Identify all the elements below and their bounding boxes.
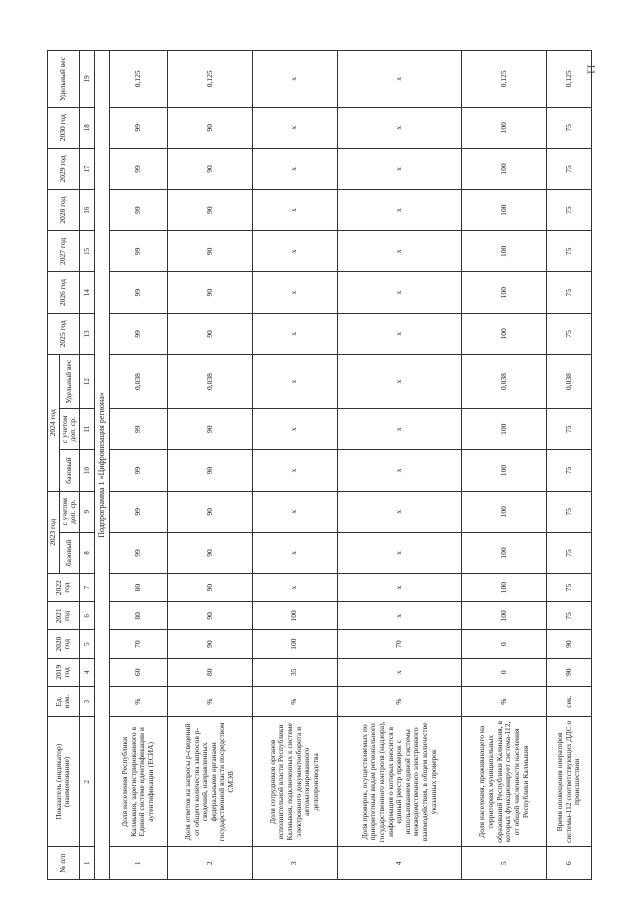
value-cell: 90 xyxy=(167,313,252,354)
column-number: 3 xyxy=(79,686,94,716)
value-cell: 0,125 xyxy=(109,51,167,108)
column-number: 11 xyxy=(79,409,94,450)
value-cell: 99 xyxy=(109,272,167,313)
value-cell: x xyxy=(252,313,337,354)
column-number: 1 xyxy=(79,847,94,880)
header-2030: 2030 год xyxy=(48,107,80,148)
value-cell: x xyxy=(337,602,462,630)
header-num: № п/п xyxy=(48,847,80,880)
value-cell: 100 xyxy=(462,602,547,630)
value-cell: 90 xyxy=(167,409,252,450)
value-cell: x xyxy=(337,532,462,573)
value-cell: x xyxy=(337,107,462,148)
value-cell: 75 xyxy=(547,313,592,354)
value-cell: 100 xyxy=(462,532,547,573)
value-cell: 99 xyxy=(109,313,167,354)
header-2024: 2024 год xyxy=(48,354,60,491)
value-cell: 90 xyxy=(167,491,252,532)
value-cell: 0,038 xyxy=(109,354,167,408)
value-cell: x xyxy=(337,574,462,602)
value-cell: x xyxy=(252,148,337,189)
value-cell: x xyxy=(337,272,462,313)
rotated-table-container xyxy=(47,50,592,880)
indicator-name: Доля ответов на запросы р-сведений от общего количества запросов р-сведений, направленных федеральными органами государственной власти посредством СМЭВ xyxy=(167,717,252,847)
value-cell: x xyxy=(252,107,337,148)
header-2021: 2021 год xyxy=(48,602,80,630)
value-cell: 0,125 xyxy=(462,51,547,108)
value-cell: x xyxy=(252,190,337,231)
column-number: 2 xyxy=(79,717,94,847)
value-cell: 75 xyxy=(547,532,592,573)
value-cell: 70 xyxy=(109,630,167,658)
header-2022: 2022 год xyxy=(48,574,80,602)
value-cell: 0 xyxy=(462,630,547,658)
table-row xyxy=(252,51,337,880)
value-cell: x xyxy=(252,409,337,450)
value-cell: 99 xyxy=(109,491,167,532)
column-number: 14 xyxy=(79,272,94,313)
value-cell: x xyxy=(337,409,462,450)
column-number: 8 xyxy=(79,532,94,573)
header-2023: 2023 год xyxy=(48,491,60,573)
table-row xyxy=(547,51,592,880)
value-cell: 100 xyxy=(462,231,547,272)
value-cell: 100 xyxy=(252,602,337,630)
value-cell: 100 xyxy=(462,148,547,189)
value-cell: x xyxy=(252,231,337,272)
value-cell: x xyxy=(337,491,462,532)
value-cell: 90 xyxy=(167,602,252,630)
header-2025: 2025 год xyxy=(48,313,80,354)
header-2027: 2027 год xyxy=(48,231,80,272)
value-cell: x xyxy=(337,190,462,231)
indicators-table xyxy=(47,50,592,880)
value-cell: x xyxy=(337,51,462,108)
row-number: 1 xyxy=(109,847,167,880)
value-cell: 75 xyxy=(547,272,592,313)
value-cell: 90 xyxy=(167,148,252,189)
value-cell: x xyxy=(252,354,337,408)
column-number: 9 xyxy=(79,491,94,532)
column-number: 16 xyxy=(79,190,94,231)
indicator-name: Доля населения Республики Калмыкия, зарегистрированного в Единой системе идентификации и аутентификации (ЕСИА) xyxy=(109,717,167,847)
value-cell: x xyxy=(337,231,462,272)
value-cell: 100 xyxy=(462,574,547,602)
value-cell: 100 xyxy=(462,272,547,313)
value-cell: 90 xyxy=(167,190,252,231)
unit: % xyxy=(462,686,547,716)
value-cell: 0,038 xyxy=(462,354,547,408)
value-cell: 0,125 xyxy=(167,51,252,108)
indicator-name: Время оповещения операторов системы-112 соответствующих ДДС о происшествии xyxy=(547,717,592,847)
value-cell: 75 xyxy=(547,148,592,189)
column-number: 10 xyxy=(79,450,94,491)
unit: % xyxy=(167,686,252,716)
page-number: 11 xyxy=(584,63,599,76)
value-cell: x xyxy=(337,148,462,189)
value-cell: 99 xyxy=(109,190,167,231)
value-cell: 90 xyxy=(547,630,592,658)
indicator-name: Доля проверок, осуществляемых по приоритетным видам регионального государственного контроля (надзора), информация о которых вносится в единый реестр проверок с использованием единой системы межведомственного электронного взаимодействия, в общем количестве указанных проверок xyxy=(337,717,462,847)
value-cell: 100 xyxy=(252,630,337,658)
value-cell: x xyxy=(252,574,337,602)
indicator-name: Доля населения, проживающего на территориях муниципальных образований Республики Калмыкия, в которых функционирует система-112, от общей численности населения Республики Калмыкия xyxy=(462,717,547,847)
value-cell: 99 xyxy=(109,409,167,450)
table-row xyxy=(109,51,167,880)
column-number: 4 xyxy=(79,658,94,686)
value-cell: x xyxy=(337,354,462,408)
value-cell: 75 xyxy=(547,190,592,231)
indicator-name: Доля сотрудников органов исполнительной власти Республики Калмыкия, подключенных к системе электронного документооборота и автоматизированного делопроизводства xyxy=(252,717,337,847)
value-cell: 90 xyxy=(167,272,252,313)
header-2024-add: с учетом доп. ср. xyxy=(59,409,79,450)
row-number: 4 xyxy=(337,847,462,880)
header-weight-2: Удельный вес xyxy=(48,51,80,108)
column-number: 19 xyxy=(79,51,94,108)
value-cell: 75 xyxy=(547,231,592,272)
table-row xyxy=(337,51,462,880)
header-2023-add: с учетом доп. ср. xyxy=(59,491,79,532)
value-cell: x xyxy=(337,658,462,686)
value-cell: 100 xyxy=(462,491,547,532)
unit: % xyxy=(109,686,167,716)
value-cell: 90 xyxy=(167,231,252,272)
column-number: 18 xyxy=(79,107,94,148)
value-cell: 80 xyxy=(167,658,252,686)
value-cell: 100 xyxy=(462,313,547,354)
value-cell: 70 xyxy=(337,630,462,658)
column-number-row xyxy=(79,51,94,880)
value-cell: 80 xyxy=(109,574,167,602)
value-cell: 75 xyxy=(547,491,592,532)
value-cell: x xyxy=(252,450,337,491)
value-cell: 90 xyxy=(167,450,252,491)
subprogram-title: Подпрограмма 1 «Цифровизация региона» xyxy=(94,51,109,880)
column-number: 13 xyxy=(79,313,94,354)
value-cell: x xyxy=(252,532,337,573)
header-2029: 2029 год xyxy=(48,148,80,189)
value-cell: 75 xyxy=(547,450,592,491)
value-cell: 0,125 xyxy=(547,51,592,108)
value-cell: 99 xyxy=(109,532,167,573)
header-2028: 2028 год xyxy=(48,190,80,231)
column-number: 17 xyxy=(79,148,94,189)
header-indicator: Показатель (индикатор) (наименование) xyxy=(48,717,80,847)
value-cell: 0,038 xyxy=(547,354,592,408)
value-cell: 75 xyxy=(547,409,592,450)
value-cell: 0 xyxy=(462,658,547,686)
value-cell: 99 xyxy=(109,231,167,272)
header-2026: 2026 год xyxy=(48,272,80,313)
column-number: 7 xyxy=(79,574,94,602)
value-cell: 0,038 xyxy=(167,354,252,408)
value-cell: 75 xyxy=(547,602,592,630)
value-cell: x xyxy=(252,51,337,108)
value-cell: 99 xyxy=(109,148,167,189)
header-2019: 2019 год xyxy=(48,658,80,686)
unit: % xyxy=(252,686,337,716)
value-cell: 99 xyxy=(109,107,167,148)
value-cell: 35 xyxy=(252,658,337,686)
table-row xyxy=(167,51,252,880)
value-cell: 80 xyxy=(109,602,167,630)
row-number: 3 xyxy=(252,847,337,880)
row-number: 2 xyxy=(167,847,252,880)
value-cell: 60 xyxy=(109,658,167,686)
unit: сек. xyxy=(547,686,592,716)
subprogram-row xyxy=(94,51,109,880)
column-number: 15 xyxy=(79,231,94,272)
value-cell: x xyxy=(337,450,462,491)
header-2024-base: базовый xyxy=(59,450,79,491)
value-cell: 90 xyxy=(167,630,252,658)
value-cell: x xyxy=(337,313,462,354)
value-cell: x xyxy=(252,272,337,313)
value-cell: 100 xyxy=(462,409,547,450)
row-number: 6 xyxy=(547,847,592,880)
header-weight: Удельный вес xyxy=(59,354,79,408)
column-number: 5 xyxy=(79,630,94,658)
value-cell: 75 xyxy=(547,574,592,602)
value-cell: 90 xyxy=(167,574,252,602)
column-number: 6 xyxy=(79,602,94,630)
value-cell: 90 xyxy=(547,658,592,686)
unit: % xyxy=(337,686,462,716)
value-cell: 75 xyxy=(547,107,592,148)
column-number: 12 xyxy=(79,354,94,408)
value-cell: 100 xyxy=(462,190,547,231)
row-number: 5 xyxy=(462,847,547,880)
header-unit: Ед. изм. xyxy=(48,686,80,716)
header-2020: 2020 год xyxy=(48,630,80,658)
value-cell: 100 xyxy=(462,450,547,491)
header-2023-base: базовый xyxy=(59,532,79,573)
value-cell: 90 xyxy=(167,532,252,573)
value-cell: 90 xyxy=(167,107,252,148)
value-cell: x xyxy=(252,491,337,532)
value-cell: 100 xyxy=(462,107,547,148)
table-row xyxy=(462,51,547,880)
value-cell: 99 xyxy=(109,450,167,491)
